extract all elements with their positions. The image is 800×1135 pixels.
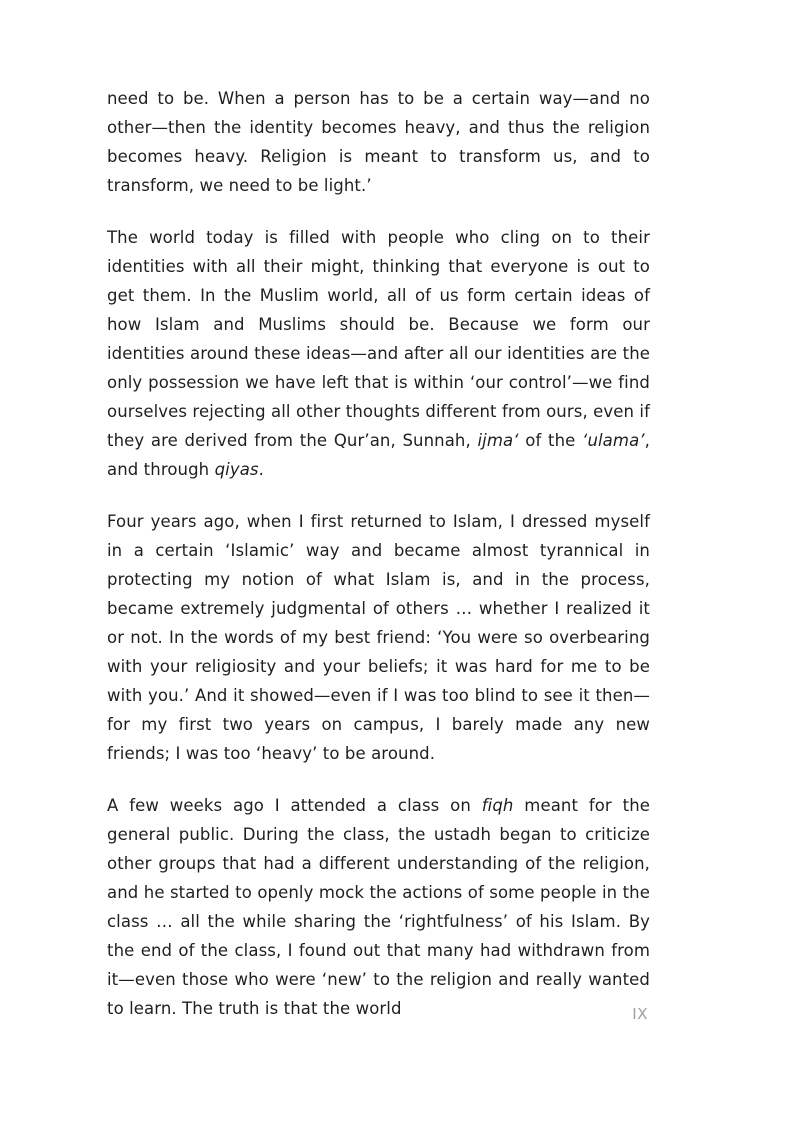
italic-term: fiqh xyxy=(481,796,514,815)
italic-term: ‘ulama’ xyxy=(582,431,645,450)
text-segment: need to be. When a person has to be a certain way—and no other—then the identity becomes heavy, and thus the religion becomes heavy. Religion is meant to transform us, and to transform, we need to be light.’ xyxy=(107,89,650,195)
text-segment: , and through xyxy=(107,431,650,479)
paragraph xyxy=(107,507,650,768)
text-segment: A few weeks ago I attended a class on xyxy=(107,796,482,815)
text-segment: The world today is filled with people who cling on to their identities with all their might, thinking that everyone is out to get them. In the Muslim world, all of us form certain ideas of how Islam and Muslims should be. Because we form our identities around these ideas—and after all our identities are the only possession we have left that is within ‘our control’—we find ourselves rejecting all other thoughts different from ours, even if they are derived from the Qur’an, Sunnah, xyxy=(107,228,650,450)
body-text xyxy=(107,84,650,1023)
italic-term: qiyas xyxy=(214,460,259,479)
page-number: IX xyxy=(632,1005,648,1023)
text-segment: . xyxy=(258,460,264,479)
text-segment: of the xyxy=(518,431,583,450)
paragraph xyxy=(107,791,650,1023)
paragraph xyxy=(107,223,650,484)
text-segment: Four years ago, when I first returned to Islam, I dressed myself in a certain ‘Islamic’ way and became almost tyrannical in protecting my notion of what Islam is, and in the process, became extremely judgmental of others … whether I realized it or not. In the words of my best friend: ‘You were so overbearing with your religiosity and your beliefs; it was hard for me to be with you.’ And it showed—even if I was too blind to see it then—for my first two years on campus, I barely made any new friends; I was too ‘heavy’ to be around. xyxy=(107,512,650,763)
italic-term: ijma‘ xyxy=(477,431,519,450)
paragraph xyxy=(107,84,650,200)
text-segment: meant for the general public. During the class, the ustadh began to criticize other groups that had a different understanding of the religion, and he started to openly mock the actions of some people in the class … all the while sharing the ‘rightfulness’ of his Islam. By the end of the class, I found out that many had withdrawn from it—even those who were ‘new’ to the religion and really wanted to learn. The truth is that the world xyxy=(107,796,650,1018)
